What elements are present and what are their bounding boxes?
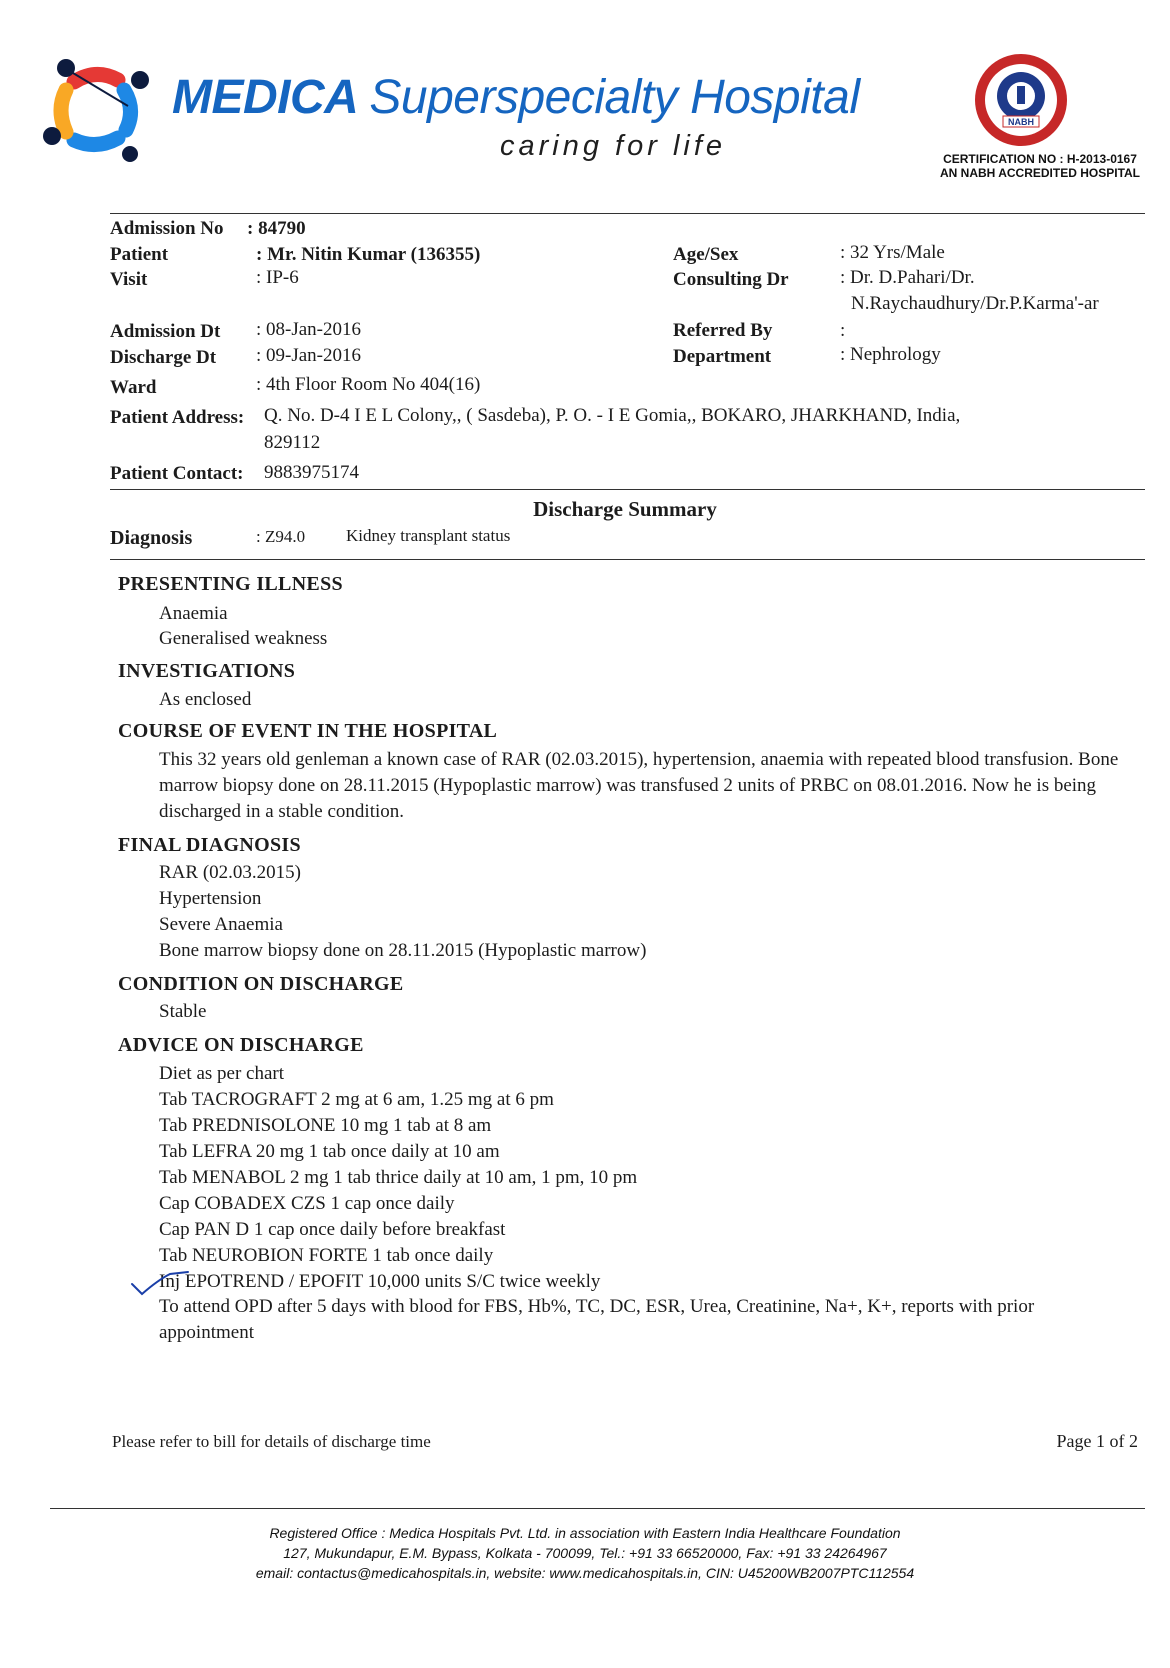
- info-divider: [110, 489, 1145, 490]
- course-text: This 32 years old genleman a known case of RAR (02.03.2015), hypertension, anaemia with repeated blood transfusion. Bone marrow biopsy done on 28.11.2015 (Hypoplastic marrow) was transfused 2 units of PRBC on 08.01.2016. Now he is being discharged in a stable condition.: [159, 749, 1119, 822]
- age-sex-label: Age/Sex: [673, 244, 739, 265]
- certification-no: CERTIFICATION NO : H-2013-0167: [943, 152, 1137, 166]
- investigations-item: As enclosed: [159, 689, 252, 710]
- registered-office: [0, 1523, 1170, 1583]
- presenting-illness-item: Anaemia: [159, 603, 228, 624]
- office-line-2: 127, Mukundapur, E.M. Bypass, Kolkata - 700099, Tel.: +91 33 66520000, Fax: +91 33 24264967: [283, 1545, 887, 1561]
- final-diagnosis-item: Bone marrow biopsy done on 28.11.2015 (Hypoplastic marrow): [159, 940, 647, 961]
- investigations-heading: INVESTIGATIONS: [118, 660, 296, 682]
- admission-no-label: Admission No: [110, 218, 224, 239]
- presenting-illness-item: Generalised weakness: [159, 628, 328, 649]
- condition-heading: CONDITION ON DISCHARGE: [118, 973, 404, 995]
- discharge-time-note: Please refer to bill for details of discharge time: [112, 1432, 431, 1451]
- contact-label: Patient Contact:: [110, 463, 244, 484]
- brand-medica: MEDICA: [172, 71, 357, 124]
- accreditation-text: AN NABH ACCREDITED HOSPITAL: [940, 166, 1140, 180]
- admission-no-value: : 84790: [247, 218, 306, 239]
- final-diagnosis-item: RAR (02.03.2015): [159, 862, 301, 883]
- department-value: : Nephrology: [840, 344, 941, 365]
- final-diagnosis-item: Hypertension: [159, 888, 262, 909]
- hospital-name: [172, 70, 859, 125]
- discharge-dt-value: : 09-Jan-2016: [256, 345, 362, 366]
- certification-block: [940, 152, 1140, 180]
- ward-label: Ward: [110, 377, 157, 398]
- advice-item: Cap COBADEX CZS 1 cap once daily: [159, 1193, 455, 1214]
- advice-item: Inj EPOTREND / EPOFIT 10,000 units S/C twice weekly: [159, 1271, 601, 1292]
- tagline: caring for life: [500, 130, 727, 162]
- discharge-dt-label: Discharge Dt: [110, 347, 217, 368]
- office-line-3: email: contactus@medicahospitals.in, website: www.medicahospitals.in, CIN: U45200WB2007PTC112554: [255, 1565, 915, 1581]
- ward-value: : 4th Floor Room No 404(16): [256, 374, 481, 395]
- office-line-1: Registered Office : Medica Hospitals Pvt. Ltd. in association with Eastern India Healthcare Foundation: [269, 1525, 901, 1541]
- patient-name-value: : Mr. Nitin Kumar (136355): [256, 244, 481, 265]
- course-heading: COURSE OF EVENT IN THE HOSPITAL: [118, 720, 498, 742]
- final-diagnosis-item: Severe Anaemia: [159, 914, 283, 935]
- diagnosis-label: Diagnosis: [110, 527, 193, 549]
- condition-item: Stable: [159, 1001, 207, 1022]
- contact-value: 9883975174: [264, 462, 359, 483]
- nabh-badge-text: NABH: [1008, 117, 1034, 127]
- diagnosis-divider: [110, 559, 1145, 560]
- address-label: Patient Address:: [110, 407, 245, 428]
- consulting-dr-value-2: N.Raychaudhury/Dr.P.Karma'-ar: [851, 293, 1099, 314]
- referred-by-label: Referred By: [673, 320, 773, 341]
- admission-dt-value: : 08-Jan-2016: [256, 319, 362, 340]
- advice-item: Tab TACROGRAFT 2 mg at 6 am, 1.25 mg at 6 pm: [159, 1089, 554, 1110]
- advice-item: Tab LEFRA 20 mg 1 tab once daily at 10 am: [159, 1141, 500, 1162]
- page-number: Page 1 of 2: [1056, 1431, 1138, 1451]
- final-diagnosis-heading: FINAL DIAGNOSIS: [118, 834, 301, 856]
- nabh-seal-icon: [973, 52, 1069, 148]
- consulting-dr-value-1: : Dr. D.Pahari/Dr.: [840, 267, 975, 288]
- advice-item: Tab PREDNISOLONE 10 mg 1 tab at 8 am: [159, 1115, 492, 1136]
- medica-logo-icon: [40, 50, 152, 162]
- advice-item: Diet as per chart: [159, 1063, 285, 1084]
- footer-divider: [50, 1508, 1145, 1509]
- advice-item: Tab MENABOL 2 mg 1 tab thrice daily at 10 am, 1 pm, 10 pm: [159, 1167, 638, 1188]
- department-label: Department: [673, 346, 772, 367]
- referred-by-value: :: [840, 320, 846, 341]
- consulting-dr-label: Consulting Dr: [673, 269, 789, 290]
- address-line-1: Q. No. D-4 I E L Colony,, ( Sasdeba), P. O. - I E Gomia,, BOKARO, JHARKHAND, India,: [264, 405, 961, 426]
- address-line-2: 829112: [264, 432, 321, 453]
- advice-heading: ADVICE ON DISCHARGE: [118, 1034, 364, 1056]
- patient-label: Patient: [110, 244, 169, 265]
- diagnosis-code: : Z94.0: [256, 527, 306, 546]
- visit-value: : IP-6: [256, 267, 299, 288]
- admission-dt-label: Admission Dt: [110, 321, 221, 342]
- presenting-illness-heading: PRESENTING ILLNESS: [118, 573, 343, 595]
- age-sex-value: : 32 Yrs/Male: [840, 242, 945, 263]
- opd-instruction: To attend OPD after 5 days with blood for FBS, Hb%, TC, DC, ESR, Urea, Creatinine, Na+, K+, reports with prior appointment: [159, 1296, 1035, 1343]
- brand-rest: Superspecialty Hospital: [369, 71, 860, 124]
- advice-item: Tab NEUROBION FORTE 1 tab once daily: [159, 1245, 494, 1266]
- document-title: Discharge Summary: [533, 497, 717, 521]
- visit-label: Visit: [110, 269, 148, 290]
- advice-item: Cap PAN D 1 cap once daily before breakfast: [159, 1219, 506, 1240]
- diagnosis-text: Kidney transplant status: [346, 526, 511, 545]
- header-divider: [110, 213, 1145, 214]
